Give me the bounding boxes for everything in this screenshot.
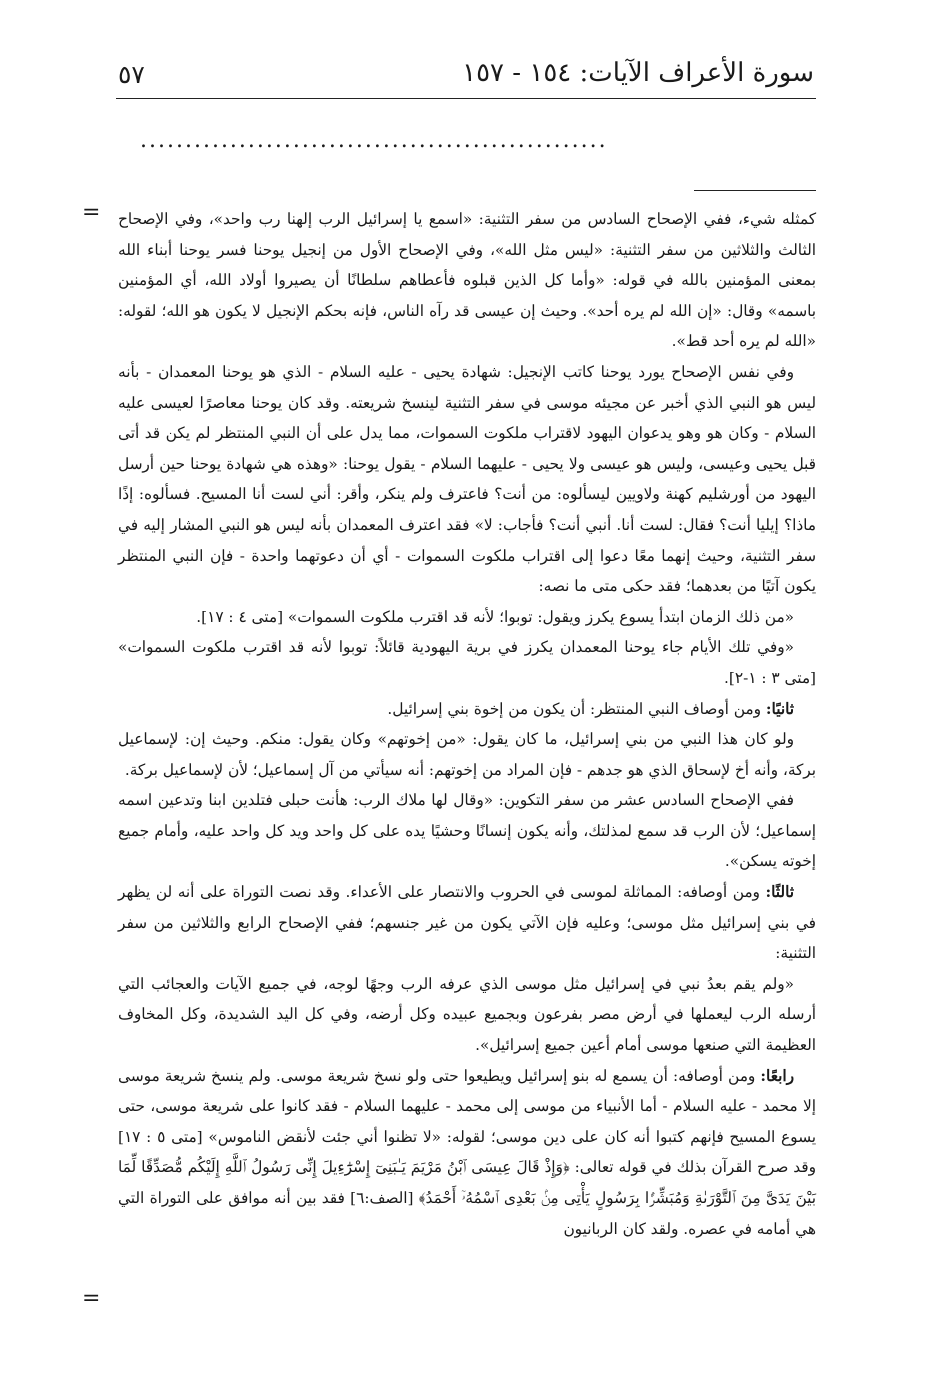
paragraph: «وفي تلك الأيام جاء يوحنا المعمدان يكرز في برية اليهودية قائلاً: توبوا لأنه قد اقترب ملكوت السموات» [متى ٣ : ١-٢]. (118, 638, 816, 687)
section-label: رابعًا: (760, 1066, 794, 1085)
page-title: سورة الأعراف الآيات: ١٥٤ - ١٥٧ (462, 58, 814, 88)
header-rule (116, 98, 816, 99)
paragraph: ثانيًا: ومن أوصاف النبي المنتظر: أن يكون من إخوة بني إسرائيل. (387, 699, 794, 718)
footnote-rule (694, 190, 816, 191)
paragraph: ففي الإصحاح السادس عشر من سفر التكوين: «وقال لها ملاك الرب: هأنت حبلى فتلدين ابنا وتدعين اسمه إسماعيل؛ لأن الرب قد سمع لمذلتك، وأنه يكون إنسانًا وحشيًا يده على كل واحد ويد كل واحد عليه، وأمام جميع إخوته يسكن». (118, 791, 816, 871)
continuation-marker-bottom: = (82, 1286, 101, 1311)
paragraph: «ولم يقم بعدُ نبي في إسرائيل مثل موسى الذي عرفه الرب وجهًا لوجه، في جميع الآيات والعجائب التي أرسله الرب ليعملها في أرض مصر بفرعون وبجميع عبيده وكل أرضه، وفي كل اليد الشديدة، وكل المخاوف العظيمة التي صنعها موسى أمام أعين جميع إسرائيل». (118, 974, 816, 1055)
dotted-separator: .................................................... (140, 128, 608, 153)
paragraph: ولو كان هذا النبي من بني إسرائيل، ما كان يقول: «من إخوتهم» وكان يقول: منكم. وحيث إن: لإسماعيل بركة، وأنه أخ لإسحاق الذي هو جدهم - فإن المراد من إخوتهم: أنه سيأتي من آل إسماعيل؛ لأن لإسماعيل بركة. (118, 730, 816, 779)
continuation-marker-top: = (82, 200, 101, 225)
paragraph: رابعًا: ومن أوصافه: أن يسمع له بنو إسرائيل ويطيعوا حتى ولو نسخ شريعة موسى. ولم ينسخ شريعة موسى إلا محمد - عليه السلام - أما الأنبياء من موسى إلى محمد - عليهما السلام - فقد كانوا على شريعة موسى، حتى يسوع المسيح فإنهم كتبوا أنه كان على دين موسى؛ لقوله: «لا تظنوا أني جئت لأنقض الناموس» [متى ٥ : ١٧] وقد صرح القرآن بذلك في قوله تعالى: ﴿وَإِذْ قَالَ عِيسَى ٱبْنُ مَرْيَمَ يَـٰبَنِىٓ إِسْرَٰٓءِيلَ إِنِّى رَسُولُ ٱللَّهِ إِلَيْكُم مُّصَدِّقًا لِّمَا بَيْنَ يَدَىَّ مِنَ ٱلتَّوْرَىٰةِ وَمُبَشِّرًۢا بِرَسُولٍ يَأْتِى مِنۢ بَعْدِى ٱسْمُهُۥٓ أَحْمَدُ﴾ [الصف:٦] فقد بين أنه موافق على التوراة التي هي أمامه في عصره. ولقد كان الربانيون (118, 1066, 816, 1238)
section-label: ثالثًا: (765, 883, 794, 902)
paragraph: ثالثًا: ومن أوصافه: المماثلة لموسى في الحروب والانتصار على الأعداء. وقد نصت التوراة على أنه لن يظهر في بني إسرائيل مثل موسى؛ وعليه فإن الآتي يكون من غير جنسهم؛ ففي الإصحاح الرابع والثلاثين من سفر التثنية: (118, 883, 816, 963)
section-label: ثانيًا: (765, 699, 794, 718)
paragraph: «من ذلك الزمان ابتدأ يسوع يكرز ويقول: توبوا؛ لأنه قد اقترب ملكوت السموات» [متى ٤ : ١٧]. (196, 607, 794, 626)
paragraph: وفي نفس الإصحاح يورد يوحنا كاتب الإنجيل: شهادة يحيى - عليه السلام - الذي هو يوحنا المعمدان - بأنه ليس هو النبي الذي أخبر عن مجيئه موسى في سفر التثنية لينسخ شريعته. وقد كان يوحنا معاصرًا لعيسى عليه السلام - وكان هو وهو يدعوان اليهود لاقتراب ملكوت السموات، مما يدل على أن النبي المنتظر لم يكن قد أتى قبل يحيى وعيسى، وليس هو عيسى ولا يحيى - عليهما السلام - يقول يوحنا: «وهذه هي شهادة يوحنا حين أرسل اليهود من أورشليم كهنة ولاويين ليسألوه: من أنت؟ فاعترف ولم ينكر، وأقر: أني لست أنا المسيح. فسألوه: إذًا ماذا؟ إيليا أنت؟ فقال: لست أنا. أنبي أنت؟ فأجاب: لا» فقد اعترف المعمدان بأنه ليس هو النبي المشار إليه في سفر التثنية، وحيث إنهما معًا دعوا إلى اقتراب ملكوت السموات - أي أن دعوتهما واحدة - فإن النبي المنتظر يكون آتيًا من بعدهما؛ فقد حكى متى ما نصه: (118, 362, 816, 596)
paragraph: كمثله شيء، ففي الإصحاح السادس من سفر التثنية: «اسمع يا إسرائيل الرب إلهنا رب واحد»، وفي الإصحاح الثالث والثلاثين من سفر التثنية: «ليس مثل الله»، وفي الإصحاح الأول من إنجيل يوحنا فسر يوحنا أبناء الله بمعنى المؤمنين بالله في قوله: «وأما كل الذين قبلوه فأعطاهم سلطانًا أن يصيروا أولاد الله، أي المؤمنين باسمه» وقال: «إن الله لم يره أحد». وحيث إن عيسى قد رآه الناس، فإنه بحكم الإنجيل لا يكون هو الله؛ لقوله: «الله لم يره أحد قط». (118, 210, 816, 351)
footnote-body (118, 204, 816, 1244)
page-number: ٥٧ (118, 60, 145, 89)
